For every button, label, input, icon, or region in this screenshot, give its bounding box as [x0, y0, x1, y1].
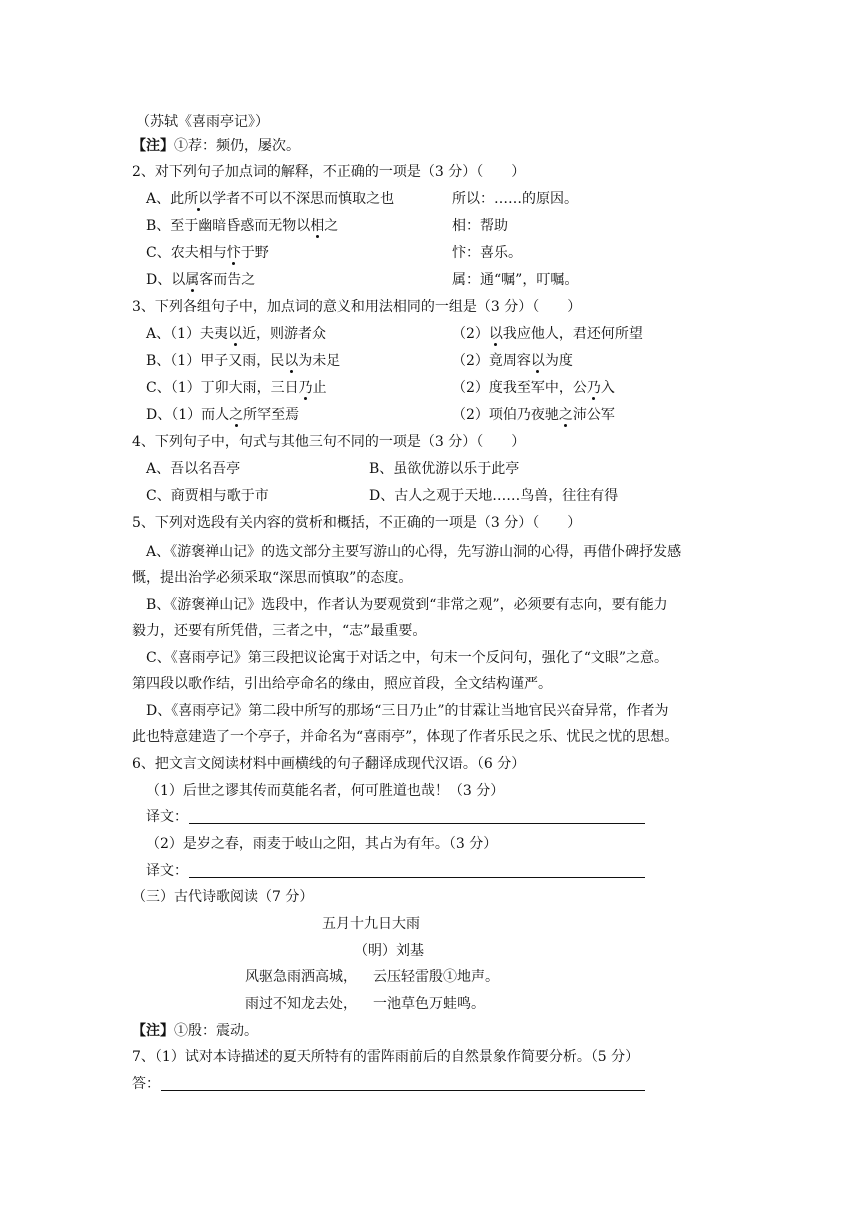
- q3-option-b-right: （2）竟周容以为度: [452, 353, 573, 369]
- note-2: [132, 1022, 258, 1040]
- poem-line-2b: 一池草色万蛙鸣。: [373, 996, 485, 1012]
- q5-option-a-line2: 慨，提出治学必须采取“深思而慎取”的态度。: [132, 570, 413, 586]
- q6-answer-label-2: 译文：: [146, 863, 188, 879]
- q5-option-c-line1: C、《喜雨亭记》第三段把议论寓于对话之中，句末一个反问句，强化了“文眼”之意。: [146, 650, 669, 666]
- q6-answer-label-1: 译文：: [146, 809, 188, 825]
- note-text: ①殷：震动。: [174, 1023, 258, 1039]
- q5-option-c-line2: 第四段以歌作结，引出给亭命名的缘由，照应首段，全文结构谨严。: [132, 676, 552, 692]
- poem-line-1a: 风驱急雨洒高城，: [245, 969, 357, 985]
- q2-meaning-a: 所以：……的原因。: [452, 191, 578, 207]
- q3-option-d-right: （2）项伯乃夜驰之沛公军: [452, 407, 615, 423]
- note-tag: 【注】: [132, 1023, 174, 1039]
- dotted-word: 乃: [586, 380, 601, 396]
- q4-option-b: B、虽欲优游以乐于此亭: [369, 461, 520, 477]
- dotted-word: 相: [310, 218, 325, 234]
- q2-option-c: C、农夫相与忭于野: [146, 245, 269, 261]
- q3-option-c-right: （2）度我至军中，公乃入: [452, 380, 615, 396]
- q4-option-d: D、古人之观于天地……鸟兽，往往有得: [369, 488, 619, 504]
- dotted-word: 之: [229, 407, 244, 423]
- poem-line-1b: 云压轻雷殷①地声。: [373, 969, 499, 985]
- q6-item-1: （1）后世之谬其传而莫能名者，何可胜道也哉！（3 分）: [146, 783, 505, 799]
- q5-option-b-line2: 毅力，还要有所凭借，三者之中，“志”最重要。: [132, 623, 427, 639]
- dotted-word: 以: [228, 326, 243, 342]
- q2-meaning-c: 忭：喜乐。: [452, 245, 522, 261]
- dotted-word: 之: [558, 407, 573, 423]
- q5-option-d-line2: 此也特意建造了一个亭子，并命名为“喜雨亭”，体现了作者乐民之乐、忧民之忧的思想。: [132, 729, 679, 745]
- q5-option-d-line1: D、《喜雨亭记》第二段中所写的那场“三日乃止”的甘霖让当地官民兴奋异常，作者为: [146, 703, 669, 719]
- q3-option-a-right: （2）以我应他人，君还何所望: [452, 326, 643, 342]
- question-2-stem: 2、对下列句子加点词的解释，不正确的一项是（3 分）（ ）: [132, 164, 526, 180]
- q4-option-a: A、吾以名吾亭: [146, 461, 241, 477]
- q3-option-a-left: A、（1）夫夷以近，则游者众: [146, 326, 327, 342]
- q5-option-a-line1: A、《游褒禅山记》的选文部分主要写游山的心得，先写游山洞的心得，再借仆碑抒发感: [146, 544, 682, 560]
- answer-line-1[interactable]: [189, 823, 645, 824]
- source-line: （苏轼《喜雨亭记》）: [136, 114, 269, 130]
- question-6-stem: 6、把文言文阅读材料中画横线的句子翻译成现代汉语。（6 分）: [132, 756, 526, 772]
- dotted-word: 乃: [298, 380, 313, 396]
- poem-line-2a: 雨过不知龙去处，: [245, 996, 357, 1012]
- note-tag: 【注】: [132, 138, 174, 154]
- q2-option-a: A、此所以学者不可以不深思而慎取之也: [146, 191, 395, 207]
- q2-option-d: D、以属客而告之: [146, 272, 256, 288]
- q2-meaning-b: 相：帮助: [452, 218, 508, 234]
- dotted-word: 忭: [226, 245, 241, 261]
- q3-option-b-left: B、（1）甲子又雨，民以为未足: [146, 353, 341, 369]
- dotted-word: 所以: [184, 191, 213, 207]
- dotted-word: 以: [488, 326, 503, 342]
- dotted-word: 以: [284, 353, 299, 369]
- q4-option-c: C、商贾相与歌于市: [146, 488, 269, 504]
- poem-title: 五月十九日大雨: [322, 916, 420, 932]
- dotted-word: 属: [185, 272, 200, 288]
- q7-answer-label: 答：: [132, 1076, 160, 1092]
- note-text: ①荐：频仍，屡次。: [174, 138, 300, 154]
- q6-item-2: （2）是岁之春，雨麦于岐山之阳，其占为有年。（3 分）: [146, 836, 498, 852]
- q3-option-d-left: D、（1）而人之所罕至焉: [146, 407, 300, 423]
- question-7-stem: 7、（1）试对本诗描述的夏天所特有的雷阵雨前后的自然景象作简要分析。（5 分）: [132, 1049, 640, 1065]
- note-1: [132, 137, 300, 155]
- dotted-word: 以: [530, 353, 545, 369]
- answer-line-3[interactable]: [161, 1090, 645, 1091]
- answer-line-2[interactable]: [189, 877, 645, 878]
- q3-option-c-left: C、（1）丁卯大雨，三日乃止: [146, 380, 327, 396]
- q2-meaning-d: 属：通“嘱”，叮嘱。: [452, 272, 579, 288]
- question-5-stem: 5、下列对选段有关内容的赏析和概括，不正确的一项是（3 分）（ ）: [132, 515, 582, 531]
- q5-option-b-line1: B、《游褒禅山记》选段中，作者认为要观赏到“非常之观”，必须要有志向，要有能力: [146, 597, 668, 613]
- question-3-stem: 3、下列各组句子中，加点词的意义和用法相同的一组是（3 分）（ ）: [132, 299, 582, 315]
- section-3-heading: （三）古代诗歌阅读（7 分）: [132, 889, 314, 905]
- question-4-stem: 4、下列句子中，句式与其他三句不同的一项是（3 分）（ ）: [132, 434, 526, 450]
- poem-author: （明）刘基: [354, 943, 424, 959]
- q2-option-b: B、至于幽暗昏惑而无物以相之: [146, 218, 339, 234]
